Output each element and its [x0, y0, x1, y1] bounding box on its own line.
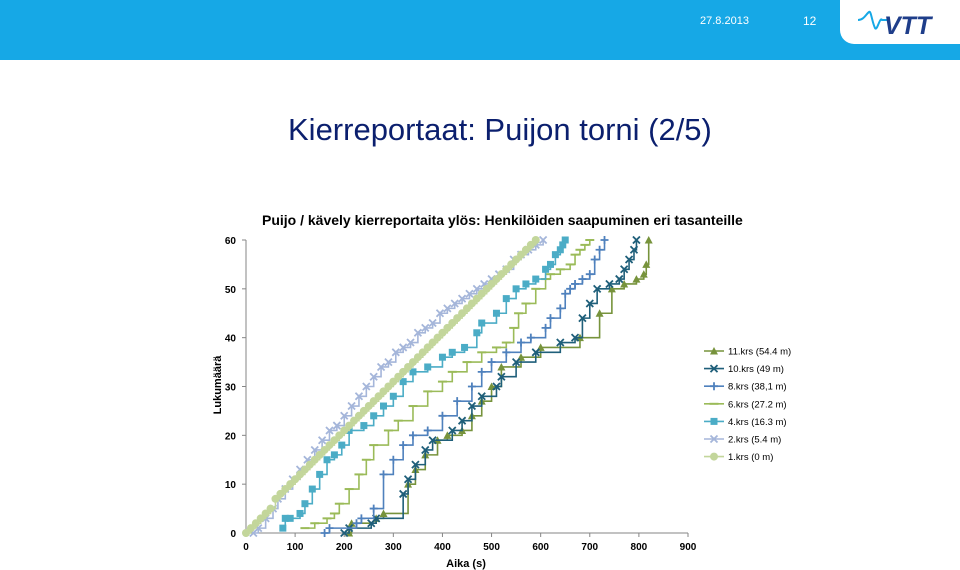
x-tick-label: 500	[483, 542, 500, 553]
data-point	[503, 295, 510, 302]
legend-marker	[710, 453, 718, 461]
data-point	[468, 383, 476, 391]
data-point	[556, 304, 564, 312]
data-point	[513, 285, 520, 292]
data-point	[578, 275, 586, 283]
x-tick-label: 600	[532, 542, 550, 553]
data-point	[389, 456, 397, 464]
data-point	[360, 422, 367, 429]
data-point	[596, 246, 604, 254]
legend-marker	[711, 418, 718, 425]
data-point	[438, 412, 446, 420]
data-point	[461, 344, 468, 351]
data-point	[325, 524, 333, 532]
data-point	[424, 426, 432, 434]
data-point	[380, 403, 387, 410]
data-point	[478, 368, 486, 376]
data-point	[439, 354, 446, 361]
data-point	[370, 412, 377, 419]
data-point	[399, 441, 407, 449]
data-point	[279, 525, 286, 532]
data-point	[424, 363, 431, 370]
legend-item	[704, 347, 791, 358]
data-point	[527, 334, 535, 342]
legend-item	[704, 382, 787, 393]
series-2	[321, 236, 609, 537]
x-tick-label: 0	[243, 542, 249, 553]
x-tick-label: 400	[434, 542, 451, 553]
legend-label: 8.krs (38,1 m)	[728, 381, 787, 393]
data-point	[488, 358, 496, 366]
data-point	[546, 314, 554, 322]
x-tick-label: 200	[335, 542, 353, 553]
data-point	[562, 237, 569, 244]
legend-item	[704, 417, 787, 428]
data-point	[473, 329, 480, 336]
data-point	[357, 514, 365, 522]
y-tick-label: 10	[224, 480, 236, 492]
data-point	[493, 310, 500, 317]
x-tick-label: 100	[286, 542, 304, 553]
data-point	[532, 276, 539, 283]
data-point	[566, 285, 574, 293]
data-point	[316, 471, 323, 478]
legend-label: 11.krs (54.4 m)	[728, 346, 792, 358]
data-point	[287, 515, 294, 522]
legend-label: 2.krs (5.4 m)	[728, 434, 782, 446]
data-point	[542, 324, 550, 332]
legend-marker	[710, 382, 718, 390]
legend-item	[704, 435, 781, 446]
legend-label: 1.krs (0 m)	[728, 452, 774, 464]
data-point	[390, 393, 397, 400]
x-tick-label: 900	[679, 542, 697, 553]
data-point	[409, 431, 417, 439]
data-point	[591, 256, 599, 264]
data-point	[502, 348, 510, 356]
data-point	[532, 236, 540, 244]
data-point	[645, 236, 653, 244]
legend-item	[704, 399, 787, 410]
series-line	[305, 240, 590, 528]
data-point	[561, 290, 569, 298]
page-number: 12	[803, 14, 817, 28]
y-tick-label: 40	[224, 333, 236, 345]
data-point	[297, 510, 304, 517]
data-point	[338, 442, 345, 449]
logo-text: VTT	[884, 12, 932, 38]
data-point	[522, 280, 529, 287]
y-axis-label: Lukumäärä	[212, 355, 224, 415]
data-point	[301, 500, 308, 507]
legend-item	[704, 364, 784, 375]
data-point	[331, 451, 338, 458]
series-3	[300, 240, 594, 528]
data-point	[380, 470, 388, 478]
header-date: 27.8.2013	[700, 15, 749, 27]
y-tick-label: 0	[230, 529, 236, 540]
legend-item	[704, 452, 773, 463]
chart-title: Puijo / kävely kierreportaita ylös: Henkilöiden saapuminen eri tasanteille	[262, 212, 743, 228]
x-tick-label: 300	[384, 542, 402, 553]
data-point	[370, 505, 378, 513]
data-point	[517, 339, 525, 347]
x-tick-label: 800	[630, 542, 648, 553]
data-point	[309, 486, 316, 493]
data-point	[586, 270, 594, 278]
y-tick-label: 50	[224, 284, 236, 296]
data-point	[571, 280, 579, 288]
data-point	[321, 529, 329, 537]
x-axis-label: Aika (s)	[446, 558, 486, 570]
y-tick-label: 20	[224, 431, 236, 443]
legend-label: 10.krs (49 m)	[728, 364, 784, 376]
y-tick-label: 60	[224, 236, 236, 247]
data-point	[449, 349, 456, 356]
data-point	[453, 397, 461, 405]
data-point	[547, 261, 554, 268]
slide-title: Kierreportaat: Puijon torni (2/5)	[288, 112, 712, 147]
legend-label: 4.krs (16.3 m)	[728, 416, 787, 428]
y-tick-label: 30	[224, 382, 236, 394]
legend-label: 6.krs (27.2 m)	[728, 399, 787, 411]
x-tick-label: 700	[581, 542, 599, 553]
data-point	[601, 236, 609, 244]
data-point	[267, 505, 275, 513]
data-point	[324, 456, 331, 463]
series-4	[279, 237, 568, 532]
data-point	[478, 320, 485, 327]
